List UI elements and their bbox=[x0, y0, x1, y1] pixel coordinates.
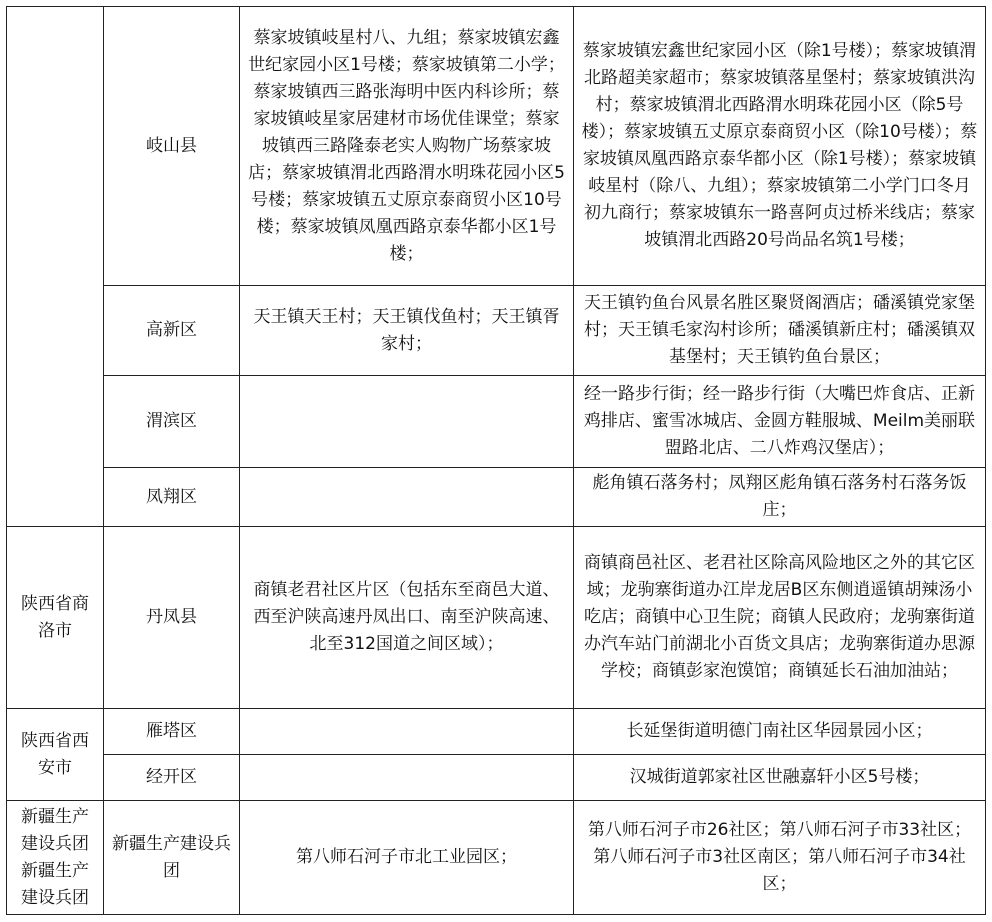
county-cell: 丹凤县 bbox=[104, 527, 240, 709]
high-risk-areas: 蔡家坡镇岐星村八、九组；蔡家坡镇宏鑫世纪家园小区1号楼；蔡家坡镇第二小学；蔡家坡镇西三路张海明中医内科诊所；蔡家坡镇岐星家居建材市场优佳课堂；蔡家坡镇西三路隆泰老实人购物广场蔡家坡店；蔡家坡镇渭北西路渭水明珠花园小区5号楼；蔡家坡镇五丈原京泰商贸小区10号楼；蔡家坡镇凤凰西路京泰华都小区1号楼； bbox=[240, 7, 574, 286]
county-cell: 经开区 bbox=[104, 755, 240, 801]
high-risk-areas bbox=[240, 709, 574, 755]
high-risk-areas bbox=[240, 755, 574, 801]
high-risk-areas bbox=[240, 468, 574, 527]
medium-risk-areas: 汉城街道郭家社区世融嘉轩小区5号楼； bbox=[574, 755, 986, 801]
high-risk-areas bbox=[240, 376, 574, 468]
medium-risk-areas: 商镇商邑社区、老君社区除高风险地区之外的其它区域；龙驹寨街道办江岸龙居B区东侧逍遥镇胡辣汤小吃店；商镇中心卫生院；商镇人民政府；龙驹寨街道办汽车站门前湖北小百货文具店；龙驹寨街道办思源学校；商镇彭家泡馍馆；商镇延长石油加油站； bbox=[574, 527, 986, 709]
county-cell: 雁塔区 bbox=[104, 709, 240, 755]
medium-risk-areas: 天王镇钓鱼台风景名胜区聚贤阁酒店；磻溪镇党家堡村；天王镇毛家沟村诊所；磻溪镇新庄村；磻溪镇双基堡村；天王镇钓鱼台景区； bbox=[574, 286, 986, 376]
table-row bbox=[7, 709, 986, 755]
table-row bbox=[7, 468, 986, 527]
table-row bbox=[7, 801, 986, 915]
medium-risk-areas: 经一路步行街；经一路步行街（大嘴巴炸食店、正新鸡排店、蜜雪冰城店、金圆方鞋服城、Meilm美丽联盟路北店、二八炸鸡汉堡店）； bbox=[574, 376, 986, 468]
city-cell: 新疆生产建设兵团新疆生产建设兵团 bbox=[7, 801, 104, 915]
table-row bbox=[7, 7, 986, 286]
county-cell: 高新区 bbox=[104, 286, 240, 376]
city-cell: 陕西省商洛市 bbox=[7, 527, 104, 709]
high-risk-areas: 天王镇天王村；天王镇伐鱼村；天王镇胥家村； bbox=[240, 286, 574, 376]
table-row bbox=[7, 286, 986, 376]
medium-risk-areas: 蔡家坡镇宏鑫世纪家园小区（除1号楼）；蔡家坡镇渭北路超美家超市；蔡家坡镇落星堡村；蔡家坡镇洪沟村；蔡家坡镇渭北西路渭水明珠花园小区（除5号楼）；蔡家坡镇五丈原京泰商贸小区（除10号楼）；蔡家坡镇凤凰西路京泰华都小区（除1号楼）；蔡家坡镇岐星村（除八、九组）；蔡家坡镇第二小学门口冬月初九商行；蔡家坡镇东一路喜阿贞过桥米线店；蔡家坡镇渭北西路20号尚品名筑1号楼； bbox=[574, 7, 986, 286]
county-cell: 新疆生产建设兵团 bbox=[104, 801, 240, 915]
high-risk-areas: 商镇老君社区片区（包括东至商邑大道、西至沪陕高速丹凤出口、南至沪陕高速、北至312国道之间区域）； bbox=[240, 527, 574, 709]
county-cell: 渭滨区 bbox=[104, 376, 240, 468]
table-row bbox=[7, 376, 986, 468]
risk-area-table bbox=[6, 6, 986, 915]
city-cell bbox=[7, 7, 104, 527]
medium-risk-areas: 彪角镇石落务村；凤翔区彪角镇石落务村石落务饭庄； bbox=[574, 468, 986, 527]
city-cell: 陕西省西安市 bbox=[7, 709, 104, 801]
table-row bbox=[7, 527, 986, 709]
county-cell: 凤翔区 bbox=[104, 468, 240, 527]
high-risk-areas: 第八师石河子市北工业园区； bbox=[240, 801, 574, 915]
county-cell: 岐山县 bbox=[104, 7, 240, 286]
table-row bbox=[7, 755, 986, 801]
medium-risk-areas: 第八师石河子市26社区；第八师石河子市33社区；第八师石河子市3社区南区；第八师石河子市34社区； bbox=[574, 801, 986, 915]
medium-risk-areas: 长延堡街道明德门南社区华园景园小区； bbox=[574, 709, 986, 755]
